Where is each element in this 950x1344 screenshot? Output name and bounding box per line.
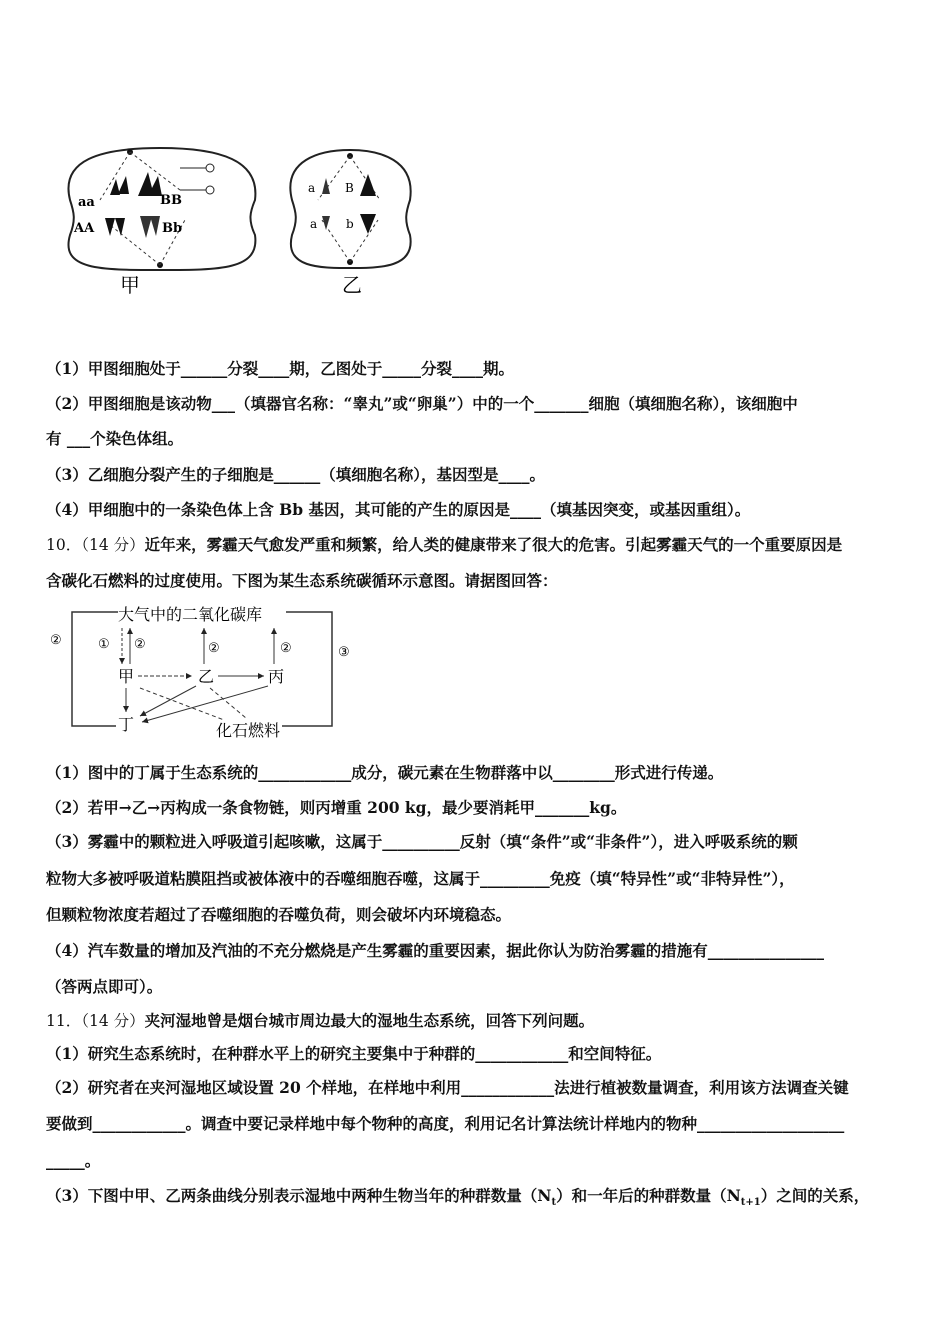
diagram-mark2-b: ② [208,641,220,656]
diagram-bing: 丙 [268,667,285,686]
q11-sub1: （1）研究生态系统时，在种群水平上的研究主要集中于种群的____________和空间特征。 [46,1044,662,1063]
q11-sub2-line2: 要做到____________。调查中要记录样地中每个物种的高度，利用记名计算法统计样地内的物种___________________ [46,1114,845,1133]
diagram-fossil: 化石燃料 [216,721,281,740]
q11-sub3-part3: ）之间的关系， [760,1186,870,1205]
gene-a-top: a [308,181,316,195]
gene-a-bottom: a [310,217,318,231]
diagram-co2-pool: 大气中的二氧化碳库 [118,605,263,624]
diagram-jia: 甲 [118,667,135,686]
carbon-cycle-diagram [46,598,366,744]
q11-sub2-line1: （2）研究者在夹河湿地区域设置 20 个样地，在样地中利用____________法进行植被数量调查，利用该方法调查关键 [46,1078,849,1097]
q10-sub3-line2: 粒物大多被呼吸道粘膜阻挡或被体液中的吞噬细胞吞噬，这属于_________免疫（填“特异性”或“非特异性”）， [46,869,795,888]
gene-Bb: Bb [162,221,183,236]
q10-number: 10．（14 分） [46,536,145,554]
q10-stem-line1 [46,534,916,556]
diagram-mark1: ① [98,637,110,652]
q11-sub3-part1: （3）下图中甲、乙两条曲线分别表示湿地中两种生物当年的种群数量（N [46,1186,552,1205]
gene-B: B [345,181,354,195]
q10-sub4-line2: （答两点即可）。 [46,977,163,996]
diagram-yi: 乙 [198,667,215,686]
q11-sub2-line3: _____。 [46,1151,101,1170]
q10-sub4-line1: （4）汽车数量的增加及汽油的不充分燃烧是产生雾霾的重要因素，据此你认为防治雾霾的措施有_______________ [46,941,825,960]
q10-sub3-line1: （3）雾霾中的颗粒进入呼吸道引起咳嗽，这属于__________反射（填“条件”或“非条件”），进入呼吸系统的颗 [46,832,798,851]
q11-stem-text: 夹河湿地曾是烟台城市周边最大的湿地生态系统，回答下列问题。 [144,1011,595,1030]
q10-stem-a: 近年来，雾霾天气愈发严重和频繁，给人类的健康带来了很大的危害。引起雾霾天气的一个重要原因是 [144,535,843,554]
q10-sub3-line3: 但颗粒物浓度若超过了吞噬细胞的吞噬负荷，则会破坏内环境稳态。 [46,905,512,924]
q11-stem [46,1010,916,1032]
gene-b: b [346,217,354,231]
q9-sub3: （3）乙细胞分裂产生的子细胞是______（填细胞名称），基因型是____。 [46,465,546,484]
cell-jia-label: 甲 [120,273,140,297]
q10-sub2: （2）若甲→乙→丙构成一条食物链，则丙增重 200 kg，最少要消耗甲_______kg。 [46,798,627,817]
q10-stem-line2: 含碳化石燃料的过度使用。下图为某生态系统碳循环示意图。请据图回答： [46,571,558,590]
cell-jia [68,148,255,297]
q9-sub2-line2: 有 ___个染色体组。 [46,429,184,448]
gene-AA: AA [74,221,95,236]
q11-sub3-part2: ）和一年后的种群数量（N [556,1186,741,1205]
q9-sub4: （4）甲细胞中的一条染色体上含 Bb 基因，其可能的产生的原因是____（填基因突变，或基因重组）。 [46,500,751,519]
cell-yi-label: 乙 [342,273,362,297]
cell-yi [290,150,410,297]
cell-division-figure [60,140,430,300]
gene-aa: aa [78,195,95,210]
diagram-mark2-left: ② [50,633,62,648]
q9-sub2-line1: （2）甲图细胞是该动物___（填器官名称：“睾丸”或“卵巢”）中的一个_______细胞（填细胞名称），该细胞中 [46,394,798,413]
q10-sub1: （1）图中的丁属于生态系统的____________成分，碳元素在生物群落中以________形式进行传递。 [46,763,724,782]
q11-number: 11．（14 分） [46,1012,145,1030]
q11-sub3-subscript-t1: t+1 [740,1197,761,1209]
diagram-mark2-c: ② [280,641,292,656]
q11-sub3 [46,1185,916,1214]
diagram-mark2-a: ② [134,637,146,652]
diagram-mark3: ③ [338,645,350,660]
gene-BB: BB [160,193,182,208]
q11-sub3-subscript-t: t [551,1197,557,1209]
q9-sub1: （1）甲图细胞处于______分裂____期，乙图处于_____分裂____期。 [46,359,515,378]
diagram-ding: 丁 [118,715,135,734]
